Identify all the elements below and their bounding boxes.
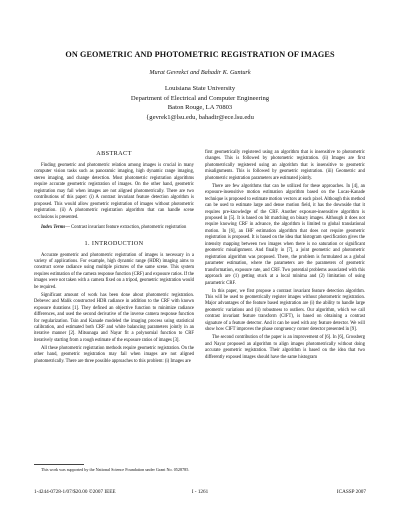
affiliation-block	[0, 84, 400, 122]
footnote-divider	[34, 464, 84, 465]
affiliation-department: Department of Electrical and Computer Engineering	[130, 94, 270, 102]
affiliation-emails: {gevrek1@lsu.edu, bahadir@ece.lsu.edu	[146, 113, 254, 121]
author-names: Murat Gevrekci and Bahadir K. Gunturk	[149, 69, 251, 76]
body-paragraph: first geometrically registered using an algorithm that is insensitive to photometric changes. This is followed by photometric registration. (ii) Images are first photometrically registered using an algorithm that is insensitive to geometric misalignments. This is followed by geometric registration. (iii) Geometric and photometric registration parameters are estimated jointly.	[205, 150, 365, 181]
index-terms	[34, 225, 194, 231]
abstract-heading: ABSTRACT	[96, 150, 132, 157]
intro-paragraph: All these photometric registration methods require geometric registration. On the other hand, geometric registration may fail when images are not aligned photometrically. There are three possible approaches to this problem: (i) Images are	[34, 345, 194, 364]
footer-isbn: 1-4244-0728-1/07/$20.00 ©2007 IEEE	[34, 489, 116, 495]
body-paragraph: There are few algorithms that can be utilized for these approaches. In [4], an exposure-insensitive motion estimation algorithm based on the Lucas-Kanade technique is proposed to estimate motion vectors at each pixel. Although this method can be used to estimate large and dense motion field, it has the downside that it requires pre-knowledge of the CRF. Another exposure-insensitive algorithm is proposed in [5]. It is based on bit matching on binary images. Although it does not require knowing CRF in advance, the algorithm is limited to global translational motion. In [6], an IHF estimation algorithm that does not require geometric registration is proposed. It is based on the idea that histogram specification gives the intensity mapping between two images when there is no saturation or significant geometric misalignment. And finally in [7], a joint geometric and photometric registration algorithm was proposed. There, the problem is formulated as a global parameter estimation, where the parameters are the parameters of geometric transformation, exposure rate, and CRF. Two potential problems associated with this approach are (1) getting stuck at a local minima and (2) limitation of using parametric CRF.	[205, 183, 365, 286]
paper-title: ON GEOMETRIC AND PHOTOMETRIC REGISTRATION OF IMAGES	[65, 50, 335, 59]
affiliation-university: Louisiana State University	[164, 85, 236, 92]
index-terms-text: — Contrast invariant feature extraction, photometric registration	[65, 225, 187, 231]
intro-paragraph: Accurate geometric and photometric registration of images is necessary in a variety of applications. For example, high dynamic range (HDR) imaging aims to construct scene radiance using multiple pictures of the same scene. This system requires estimation of the camera response function (CRF) and exposure ratios. If the images were not taken with a camera fixed on a tripod, geometric registration would be required.	[34, 252, 194, 290]
affiliation-address: Baton Rouge, LA 70803	[167, 104, 233, 112]
abstract-text: Finding geometric and photometric relation among images is crucial in many computer vision tasks such as panoramic imaging, high dynamic range imaging, stereo imaging, and change detection. Most photometric registration algorithms require accurate geometric registration of images. On the other hand, geometric registration may fail when images are not aligned photometrically. There are two contributions of this paper: (i) A contrast invariant feature detection algorithm is proposed. This would allow geometric registration of images without photometric registration. (ii) A photometric registration algorithm that can handle scene occlusions is presented.	[34, 163, 194, 220]
footer-conference: ICASSP 2007	[336, 489, 366, 495]
body-paragraph: In this paper, we first propose a contrast invariant feature detection algorithm. This will be used to geometrically register images without photometric registration. Major advantages of the feature based registration are (i) the ability to handle large geometric variations and (ii) robustness to outliers. Our algorithm, which we call contrast invariant feature transform (CIFT), is based on obtaining a contrast signature of a feature detector. And it can be used with any feature detector. We will show how CIFT improves the phase congruency corner detector presented in [9].	[205, 288, 365, 333]
funding-footnote: This work was supported by the National Science Foundation under Grant No. 0528785.	[41, 467, 190, 472]
footer-page-number: I - 1261	[191, 489, 209, 495]
body-paragraph: The second contribution of the paper is an improvement of [6]. In [6], Grossberg and Nayar proposed an algorithm to align images photometrically without doing accurate geometric registration. Their algorithm is based on the idea that two differently exposed images should have the same histogram	[205, 335, 365, 360]
right-column	[205, 150, 365, 361]
index-terms-label: Index Terms	[41, 225, 66, 231]
intro-paragraph: Significant amount of work has been done about photometric registration. Debevec and Malik constructed HDR radiance in addition to the CRF with known exposure durations [1]. They defined an objective function to minimize radiance differences, and used the second derivative of the inverse camera response function for regularization. Tsin and Kanade modeled the imaging process using statistical calibration, and estimated both CRF and white balancing parameters jointly in an iterative manner [2]. Mitsunaga and Nayar fit a polynomial function to CRF iteratively starting from a rough estimate of the exposure ratios of images [3].	[34, 292, 194, 343]
introduction-heading: 1. INTRODUCTION	[84, 239, 144, 247]
left-column	[34, 150, 194, 365]
